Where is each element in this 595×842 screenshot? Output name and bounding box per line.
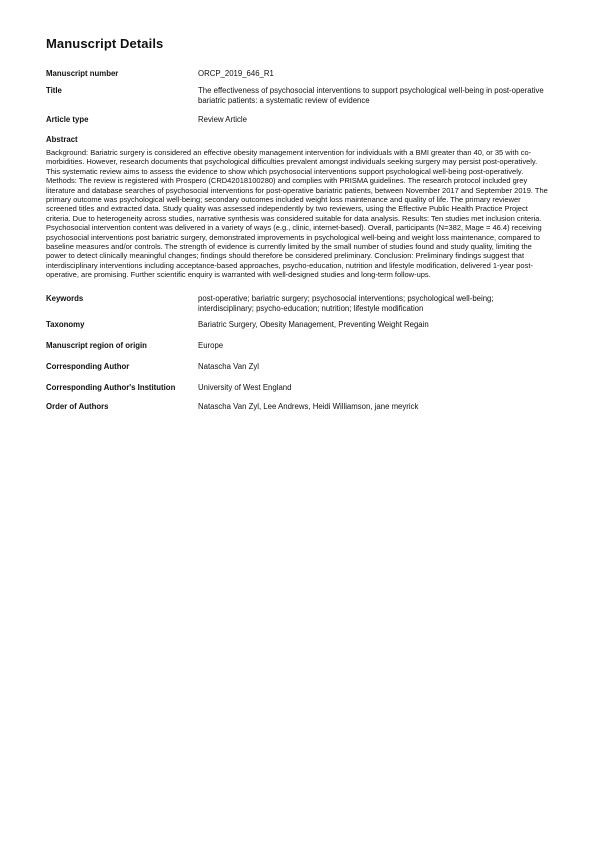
taxonomy-row [46, 320, 549, 330]
article-type-row [46, 115, 549, 125]
taxonomy-label: Taxonomy [46, 319, 85, 329]
abstract-text: Background: Bariatric surgery is considered an effective obesity management intervention for individuals with a BMI greater than 40, or 35 with co-morbidities. However, research documents that psychological difficulties prevalent amongst individuals seeking surgery may persist post-operatively. This systematic review aims to assess the evidence to show which psychosocial interventions support psychological well-being post-operatively. Methods: The review is registered with Prospero (CRD42018100280) and complies with PRISMA guidelines. The research protocol included grey literature and database searches of psychosocial interventions for post-operative bariatric patients, between November 2017 and September 2019. The primary outcome was psychological well-being; secondary outcomes included weight loss maintenance and quality of life. The primary reviewer screened titles and extracted data. Study quality was assessed independently by two reviewers, using the Effective Public Health Practice Project criteria. Due to heterogeneity across studies, narrative synthesis was considered suitable for data analysis. Results: Ten studies met inclusion criteria. Psychosocial intervention content was delivered in a variety of ways (e.g., clinic, internet-based). Overall, participants (N=382, Mage = 46.4) receiving psychosocial interventions post bariatric surgery, demonstrated improvements in psychological well-being and weight loss maintenance, compared to baseline measures and/or controls. The strength of evidence is currently limited by the small number of studies found and study quality, limiting the power to detect clinically meaningful changes; findings should therefore be considered preliminary. Conclusion: Preliminary findings suggest that interdisciplinary interventions including acceptance-based approaches, psycho-education, nutrition and lifestyle modification, delivered 1-year post-operative, are promising. Further scientific enquiry is warranted with well-designed studies and long-term follow-ups. [46, 148, 548, 280]
corresponding-author-row [46, 362, 549, 372]
article-type-value: Review Article [198, 115, 247, 124]
title-row [46, 86, 549, 106]
institution-label: Corresponding Author's Institution [46, 382, 176, 392]
order-of-authors-label: Order of Authors [46, 401, 109, 411]
institution-row [46, 383, 549, 393]
title-label: Title [46, 86, 62, 95]
corresponding-author-value: Natascha Van Zyl [198, 361, 259, 371]
region-row [46, 341, 549, 351]
taxonomy-value: Bariatric Surgery, Obesity Management, Preventing Weight Regain [198, 319, 429, 329]
manuscript-number-label: Manuscript number [46, 69, 119, 78]
keywords-value: post-operative; bariatric surgery; psychosocial interventions; psychological well-being; interdisciplinary; psycho-education; nutrition; lifestyle modification [198, 293, 494, 313]
region-value: Europe [198, 340, 224, 350]
abstract-label: Abstract [46, 135, 78, 144]
region-label: Manuscript region of origin [46, 340, 147, 350]
institution-value: University of West England [198, 382, 292, 392]
article-type-label: Article type [46, 115, 89, 124]
corresponding-author-label: Corresponding Author [46, 361, 130, 371]
manuscript-number-value: ORCP_2019_646_R1 [198, 69, 274, 78]
manuscript-details-page [46, 36, 549, 412]
title-value: The effectiveness of psychosocial interventions to support psychological well-being in post-operative bariatric patients: a systematic review of evidence [198, 86, 544, 105]
keywords-row [46, 294, 549, 314]
page-title: Manuscript Details [46, 36, 164, 51]
order-of-authors-value: Natascha Van Zyl, Lee Andrews, Heidi Williamson, jane meyrick [198, 401, 419, 411]
manuscript-number-row [46, 69, 549, 79]
order-of-authors-row [46, 402, 549, 412]
keywords-label: Keywords [46, 293, 84, 303]
